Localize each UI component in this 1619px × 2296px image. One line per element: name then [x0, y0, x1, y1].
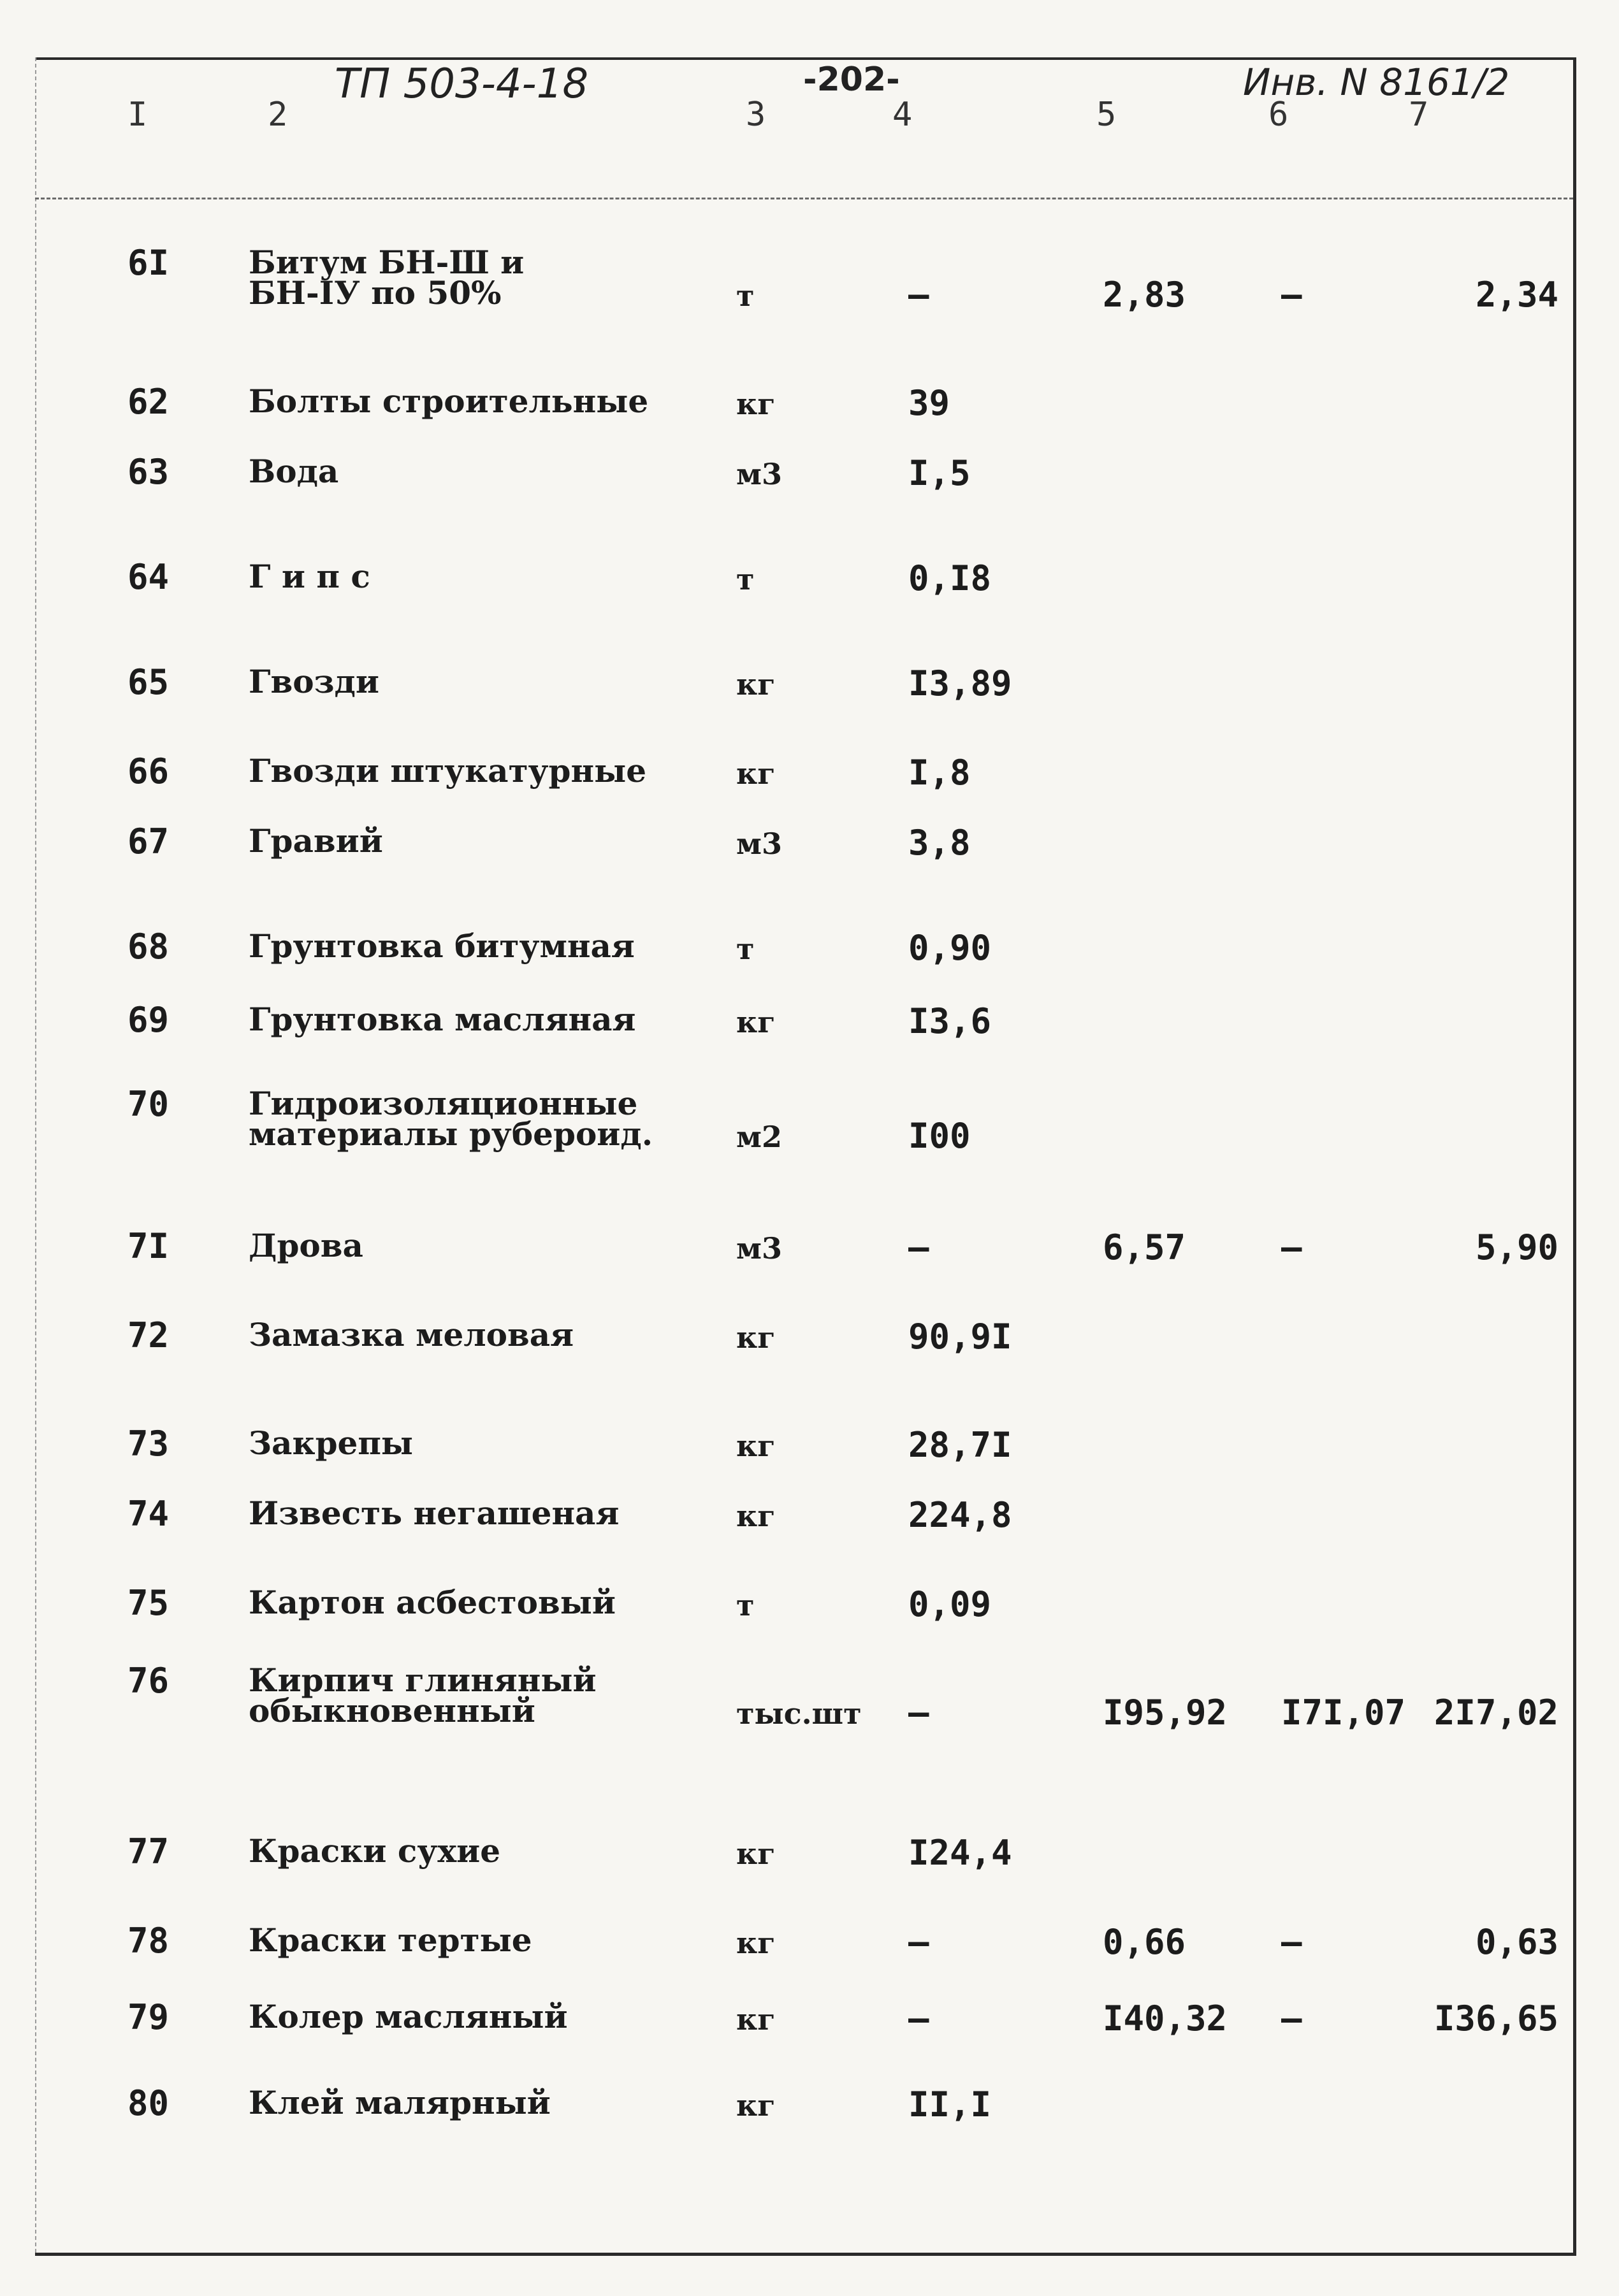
quantity-col6: I7I,07	[1281, 1693, 1406, 1733]
unit-of-measure: м3	[736, 457, 782, 491]
quantity-col6: –	[1281, 1227, 1302, 1267]
row-number: 78	[127, 1921, 170, 1961]
quantity-col4: I00	[908, 1116, 971, 1156]
material-name: Гравий	[249, 822, 383, 860]
unit-of-measure: т	[736, 562, 755, 596]
unit-of-measure: т	[736, 932, 755, 966]
material-name: Краски тертые	[249, 1921, 532, 1959]
unit-of-measure: т	[736, 278, 755, 313]
column-number-2: 2	[268, 96, 288, 134]
material-name: Картон асбестовый	[249, 1584, 616, 1621]
row-number: 70	[127, 1084, 170, 1124]
frame-left-line	[35, 57, 36, 2253]
quantity-col4: 0,90	[908, 928, 992, 968]
row-number: 66	[127, 751, 170, 791]
row-number: 73	[127, 1424, 170, 1464]
row-number: 79	[127, 1997, 170, 2037]
unit-of-measure: кг	[736, 1837, 776, 1871]
material-name: материалы рубероид.	[249, 1115, 653, 1153]
row-number: 64	[127, 557, 170, 597]
quantity-col4: I,5	[908, 453, 971, 493]
quantity-col4: I3,89	[908, 663, 1012, 704]
unit-of-measure: кг	[736, 1320, 776, 1355]
unit-of-measure: кг	[736, 1499, 776, 1533]
row-number: 7I	[127, 1226, 170, 1266]
row-number: 65	[127, 662, 170, 702]
row-number: 75	[127, 1583, 170, 1623]
quantity-col6: –	[1281, 1998, 1302, 2039]
column-number-4: 4	[892, 96, 913, 134]
row-number: 67	[127, 821, 170, 862]
row-number: 80	[127, 2083, 170, 2123]
row-number: 62	[127, 382, 170, 422]
unit-of-measure: м3	[736, 1231, 782, 1266]
column-number-3: 3	[746, 96, 766, 134]
unit-of-measure: кг	[736, 1429, 776, 1463]
quantity-col4: –	[908, 1693, 929, 1733]
unit-of-measure: м3	[736, 827, 782, 861]
quantity-col4: I,8	[908, 753, 971, 793]
unit-of-measure: кг	[736, 756, 776, 791]
quantity-col5: 2,83	[1103, 275, 1186, 315]
quantity-col4: –	[908, 1227, 929, 1267]
material-name: Дрова	[249, 1227, 363, 1264]
quantity-col7: 5,90	[1475, 1227, 1558, 1267]
header-divider	[35, 198, 1573, 199]
material-name: Г и п с	[249, 558, 370, 595]
row-number: 68	[127, 927, 170, 967]
quantity-col4: I3,6	[908, 1001, 992, 1041]
quantity-col4: 28,7I	[908, 1425, 1012, 1465]
quantity-col4: 224,8	[908, 1495, 1012, 1535]
row-number: 72	[127, 1315, 170, 1355]
quantity-col7: 2,34	[1475, 275, 1558, 315]
doc-code: ТП 503-4-18	[335, 61, 589, 108]
quantity-col5: I40,32	[1103, 1998, 1228, 2039]
column-number-1: I	[127, 96, 148, 134]
material-name: Болты строительные	[249, 382, 649, 420]
quantity-col7: 2I7,02	[1434, 1693, 1558, 1733]
column-number-5: 5	[1096, 96, 1117, 134]
quantity-col4: I24,4	[908, 1833, 1012, 1873]
quantity-col4: –	[908, 275, 929, 315]
unit-of-measure: тыс.шт	[736, 1696, 862, 1731]
quantity-col7: 0,63	[1475, 1922, 1558, 1962]
quantity-col7: I36,65	[1434, 1998, 1558, 2039]
unit-of-measure: м2	[736, 1120, 782, 1154]
row-number: 77	[127, 1831, 170, 1872]
unit-of-measure: кг	[736, 1005, 776, 1039]
material-name: Грунтовка масляная	[249, 1000, 636, 1038]
material-name: Битум БН-Ш и	[249, 243, 525, 281]
material-name: Гидроизоляционные	[249, 1085, 638, 1122]
material-name: Вода	[249, 452, 339, 490]
row-number: 76	[127, 1661, 170, 1701]
material-name: Краски сухие	[249, 1832, 501, 1870]
column-number-6: 6	[1268, 96, 1289, 134]
material-name: Гвозди штукатурные	[249, 752, 647, 790]
unit-of-measure: т	[736, 1588, 755, 1622]
unit-of-measure: кг	[736, 2002, 776, 2037]
material-name: БН-IУ по 50%	[249, 274, 502, 312]
material-name: Кирпич глиняный	[249, 1661, 597, 1699]
material-name: обыкновенный	[249, 1692, 535, 1729]
material-name: Колер масляный	[249, 1998, 568, 2035]
row-number: 63	[127, 452, 170, 492]
quantity-col6: –	[1281, 275, 1302, 315]
material-name: Замазка меловая	[249, 1316, 574, 1354]
frame-right-line	[1573, 57, 1576, 2253]
quantity-col4: II,I	[908, 2084, 992, 2125]
frame-top-line	[35, 57, 1576, 60]
quantity-col4: 39	[908, 383, 950, 423]
page-number: -202-	[803, 61, 900, 99]
frame-bottom-line	[35, 2253, 1576, 2256]
material-name: Закрепы	[249, 1424, 414, 1462]
row-number: 74	[127, 1494, 170, 1534]
quantity-col5: 0,66	[1103, 1922, 1186, 1962]
quantity-col4: 0,09	[908, 1584, 992, 1624]
quantity-col4: 90,9I	[908, 1317, 1012, 1357]
quantity-col6: –	[1281, 1922, 1302, 1962]
unit-of-measure: кг	[736, 1926, 776, 1960]
unit-of-measure: кг	[736, 2088, 776, 2123]
inventory-number: Инв. N 8161/2	[1243, 61, 1510, 104]
material-name: Известь негашеная	[249, 1494, 620, 1532]
material-name: Грунтовка битумная	[249, 927, 635, 965]
quantity-col4: –	[908, 1998, 929, 2039]
column-number-7: 7	[1409, 96, 1429, 134]
quantity-col4: 3,8	[908, 823, 971, 863]
row-number: 6I	[127, 243, 170, 283]
unit-of-measure: кг	[736, 667, 776, 702]
unit-of-measure: кг	[736, 387, 776, 421]
quantity-col5: I95,92	[1103, 1693, 1228, 1733]
quantity-col4: –	[908, 1922, 929, 1962]
quantity-col4: 0,I8	[908, 558, 992, 598]
quantity-col5: 6,57	[1103, 1227, 1186, 1267]
row-number: 69	[127, 1000, 170, 1040]
material-name: Клей малярный	[249, 2084, 551, 2121]
material-name: Гвозди	[249, 663, 379, 700]
